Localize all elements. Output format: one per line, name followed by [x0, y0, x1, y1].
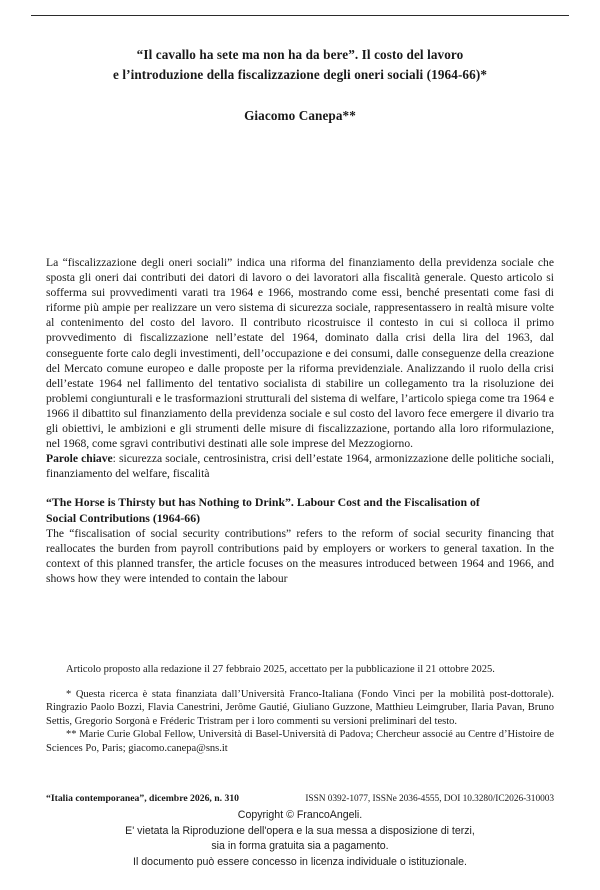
copyright-line-2: E' vietata la Riproduzione dell'opera e la sua messa a disposizione di terzi, — [125, 824, 475, 837]
journal-identifiers: ISSN 0392-1077, ISSNe 2036-4555, DOI 10.3280/IC2026-310003 — [305, 794, 554, 804]
footnote-double-star: ** Marie Curie Global Fellow, Università di Basel-Università di Padova; Chercheur associé au Centre d’Histoire de Sciences Po, Paris; giacomo.canepa@sns.it — [46, 729, 554, 754]
footnotes-section — [46, 663, 554, 756]
journal-citation: “Italia contemporanea”, dicembre 2026, n. 310 — [46, 793, 240, 804]
footnote-star: * Questa ricerca è stata finanziata dall’Università Franco-Italiana (Fondo Vinci per la mobilità post-dottorale). Ringrazio Paolo Bozzi, Flavia Canestrini, Jerôme Gautié, Giuliano Guzzone, Matthieu Leimgruber, Ilaria Pavan, Bruno Settis, Gregorio Sorgonà e Fréderic Tristram per i loro commenti su versioni preliminari del testo. — [46, 688, 554, 727]
keywords-line — [46, 451, 554, 481]
article-header — [46, 40, 554, 124]
english-title-line-1: “The Horse is Thirsty but has Nothing to Drink”. Labour Cost and the Fiscalisation of — [46, 495, 480, 510]
footnote-spacer — [46, 677, 554, 688]
copyright-line-1: Copyright © FrancoAngeli. — [237, 809, 363, 821]
page-title — [46, 45, 554, 85]
abstract-english: The “fiscalisation of social security contributions” refers to the reform of social security financing that reallocates the burden from payroll contributions paid by employers or workers to general taxation. In the context of this planned transfer, the article focuses on the measures introduced between 1964 and 1966, and shows how they were intended to contain the labour — [46, 526, 554, 586]
english-title-line-2: Social Contributions (1964-66) — [46, 510, 201, 525]
english-title — [46, 495, 554, 525]
copyright-line-4: Il documento può essere concesso in licenza individuale o istituzionale. — [133, 855, 467, 868]
keywords-separator: : — [112, 452, 119, 466]
keywords-values: sicurezza sociale, centrosinistra, crisi dell’estate 1964, armonizzazione delle politiche sociali, finanziamento del welfare, fiscalità — [46, 452, 554, 481]
copyright-notice — [0, 808, 600, 870]
author-name: Giacomo Canepa** — [244, 108, 356, 123]
journal-citation-line — [46, 793, 554, 805]
header-rule — [31, 15, 569, 16]
keywords-label: Parole chiave — [46, 452, 113, 466]
footnote-submission: Articolo proposto alla redazione il 27 febbraio 2025, accettato per la pubblicazione il 21 ottobre 2025. — [66, 664, 495, 675]
copyright-line-3: sia in forma gratuita sia a pagamento. — [211, 840, 389, 852]
abstract-italian: La “fiscalizzazione degli oneri sociali” indica una riforma del finanziamento della previdenza sociale che sposta gli oneri dai contributi dei datori di lavoro o dei lavoratori alla fiscalità generale. Questo articolo si sofferma sui provvedimenti varati tra 1964 e 1966, mostrando come essi, benché presentati come fasi di riforme più ampie per realizzare un vero sistema di sicurezza sociale, rappresentassero in realtà misure volte al contenimento del costo del lavoro. Il contributo ricostruisce il contesto in cui si colloca il primo provvedimento di fiscalizzazione nell’estate del 1964, dominato dalla crisi della lira del 1963, dal conseguente forte calo degli investimenti, dell’occupazione e dei consumi, dalle conseguenze della creazione del Mercato comune europeo e dalle proposte per la riforma previdenziale. Analizzando il ruolo della crisi dell’estate 1964 nel fallimento del tentativo socialista di stabilire un collegamento tra la risoluzione dei problemi congiunturali e le trasformazioni strutturali del sistema di welfare, l’articolo spiega come tra 1964 e 1966 il dibattito sul finanziamento della previdenza sociale e sul costo del lavoro fece emergere il divario tra gli obiettivi, le ambizioni e gli strumenti delle misure di fiscalizzazione, portando alla loro riformulazione, nel 1968, come sgravi contributivi destinati alle sole imprese del Mezzogiorno. — [46, 256, 554, 451]
abstract-section — [46, 255, 554, 586]
title-line-1: “Il cavallo ha sete ma non ha da bere”. Il costo del lavoro — [136, 47, 464, 62]
title-line-2: e l’introduzione della fiscalizzazione degli oneri sociali (1964-66)* — [112, 67, 488, 82]
